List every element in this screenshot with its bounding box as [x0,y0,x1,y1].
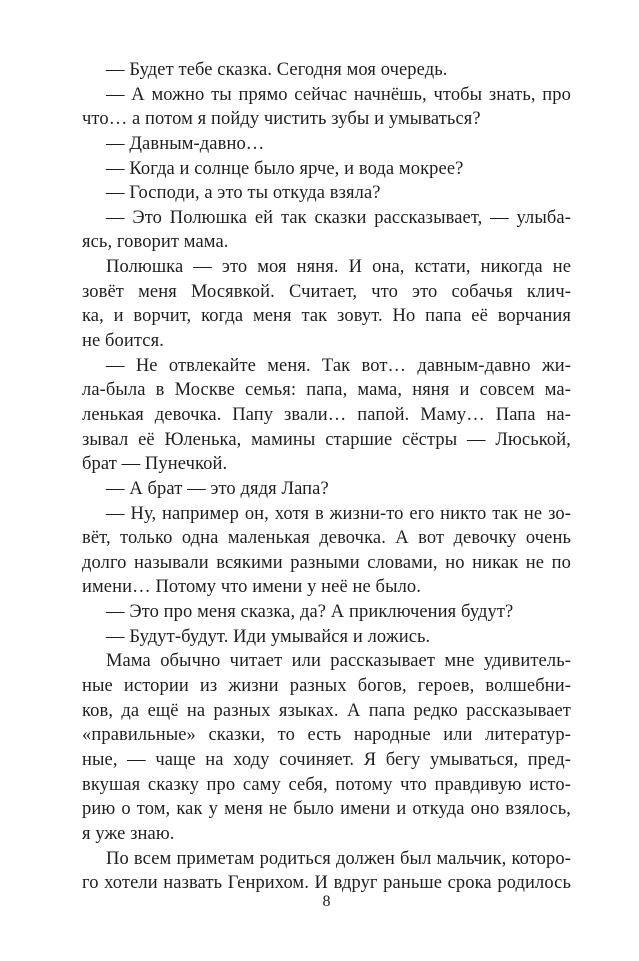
text-line: — Господи, а это ты откуда взяла? [106,183,381,204]
text-line: — Будут-будут. Иди умывайся и ложись. [106,626,431,647]
text-line: ла-была в Москве семья: папа, мама, няня и совсем ма- [82,380,571,401]
text-line: долго называли всякими разными словами, но никак не по [82,552,571,573]
text-line: ленькая девочка. Папу звали… папой. Маму… Папа на- [82,404,571,425]
text-line: го хотели назвать Генрихом. И вдруг раньше срока родилось [82,873,571,894]
text-line: ные, — чаще на ходу сочиняет. Я бегу умываться, пред- [82,749,571,770]
text-line: — А можно ты прямо сейчас начнёшь, чтобы знать, про [106,84,571,105]
text-line: не боится. [82,331,164,352]
text-line: ков, да ещё на разных языках. А папа редко рассказывает [82,700,571,721]
text-line: зовёт меня Мосявкой. Считает, что это собачья клич- [82,281,571,302]
text-line: зывал её Юленька, мамины старшие сёстры — Люськой, [82,429,571,450]
text-line: «правильные» сказки, то есть народные или литератур- [82,725,571,746]
text-line: — Когда и солнце было ярче, и вода мокрее? [106,158,464,179]
text-line: — Будет тебе сказка. Сегодня моя очередь. [106,60,448,80]
text-line: — Не отвлекайте меня. Так вот… давным-давно жи- [106,355,571,376]
text-column [82,58,571,896]
text-line: я уже знаю. [82,823,175,844]
text-line: ясь, говорит мама. [82,232,229,253]
text-line: По всем приметам родиться должен был мальчик, которо- [106,848,571,869]
text-line: вёт, только одна маленькая девочка. А вот девочку очень [82,528,571,549]
text-line: — Это Полюшка ей так сказки рассказывает, — улыба- [106,207,571,228]
text-line: ные истории из жизни разных богов, героев, волшебни- [82,676,571,697]
text-line: брат — Пунечкой. [82,454,228,475]
text-line: что… а потом я пойду чистить зубы и умываться? [82,109,481,130]
text-line: Полюшка — это моя няня. И она, кстати, никогда не [106,257,571,278]
text-line: Мама обычно читает или рассказывает мне удивитель- [106,651,571,672]
text-line: — Давным-давно… [106,133,265,154]
page-number: 8 [322,893,331,910]
text-line: ка, и ворчит, когда меня так зовут. Но папа её ворчания [82,306,571,327]
text-line: имени… Потому что имени у неё не было. [82,577,422,598]
text-line: рию о том, как у меня не было имени и откуда оно взялось, [82,799,571,820]
text-line: — Это про меня сказка, да? А приключения будут? [106,602,514,623]
text-line: — Ну, например он, хотя в жизни-то его никто так не зо- [106,503,571,524]
text-line: вкушая сказку про саму себя, потому что правдивую исто- [82,774,571,795]
text-line: — А брат — это дядя Лапа? [106,478,329,499]
